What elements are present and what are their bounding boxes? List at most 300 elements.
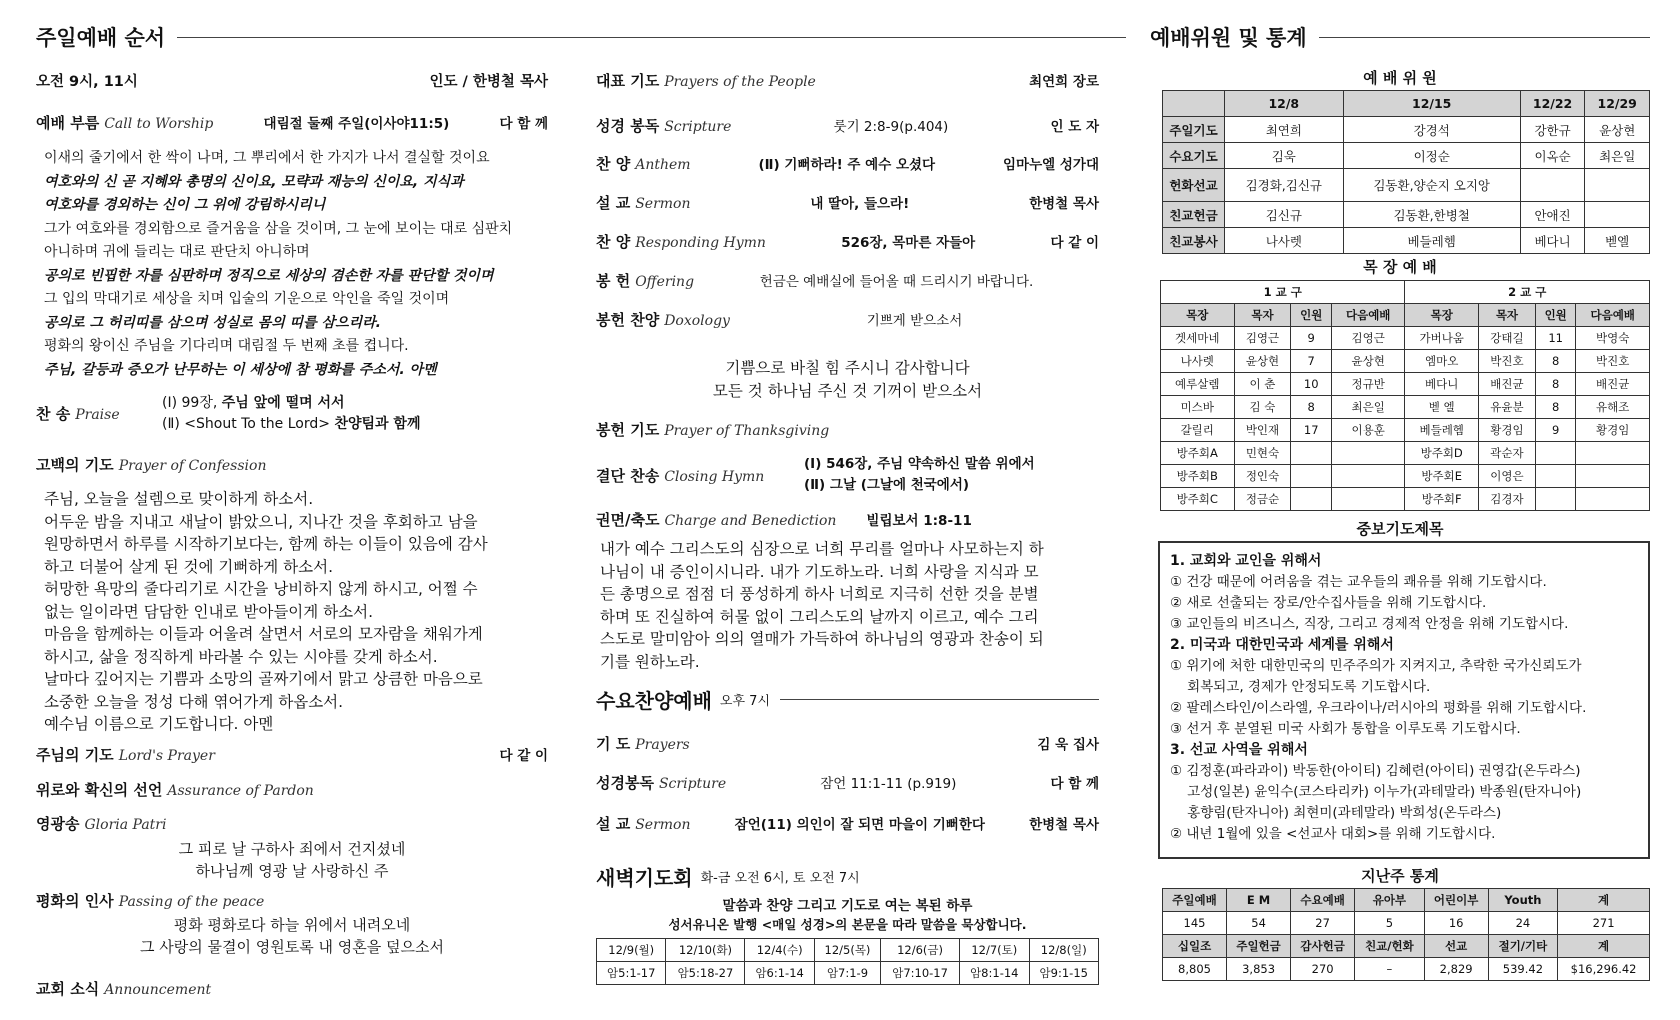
stats-caption: 지난주 통계 [1361,867,1439,885]
cell-value: 배진균 [1478,373,1535,396]
committee-member: 이옥순 [1520,143,1585,169]
wednesday-service-title: 수요찬양예배 오후 7시 [596,685,1099,714]
cell-value: 방주회B [1161,465,1235,488]
stats-header: 절기/기타 [1488,935,1557,958]
stats-value: 539.42 [1488,958,1557,981]
committee-member [1520,169,1585,202]
item-en: Offering [635,274,695,290]
committee-member: 최연희 [1225,117,1344,143]
cell-row [1161,396,1650,419]
stats-value: 2,829 [1424,958,1488,981]
stats-header: 어린이부 [1424,889,1488,912]
cell-value: 윤상현 [1234,350,1291,373]
dawn-header-row [597,939,1099,962]
call-to-worship-row [36,112,548,133]
dawn-date: 12/9(월) [597,939,666,962]
committee-stats-column [1150,0,1650,1020]
service-item-row [596,772,1099,793]
stats-value: 24 [1488,912,1557,935]
cell-value: 10 [1291,373,1331,396]
dawn-reading-table [596,938,1099,985]
committee-member: 윤상현 [1585,117,1650,143]
district-1: 1 교 구 [1161,281,1405,304]
call-who: 다 함 께 [499,116,548,132]
cell-value [1535,442,1575,465]
cell-value [1291,488,1331,511]
thanksgiving-row [596,419,1099,440]
item-en: Prayers of the People [664,74,816,90]
service-item-row [596,153,1099,174]
item-who: 임마누엘 성가대 [1003,157,1099,173]
cell-value: 박진호 [1576,350,1650,373]
confession-line: 하시고, 삶을 정직하게 바라볼 수 있는 시야를 갖게 하소서. [44,647,438,666]
cell-header: 다음예배 [1576,304,1650,327]
call-line: 공의로 빈핍한 자를 심판하며 정직으로 세상의 겸손한 자를 판단할 것이며 [44,267,494,284]
lords-label: 주님의 기도 [36,746,114,764]
cell-value: 8 [1291,396,1331,419]
prayer-item: ② 팔레스타인/이스라엘, 우크라이나/러시아의 평화를 위해 기도합시다. [1170,700,1587,716]
thanks-label: 봉헌 기도 [596,421,660,439]
cell-value: 강태길 [1478,327,1535,350]
confession-row [36,454,548,475]
committee-caption: 예 배 위 원 [1363,69,1437,87]
cell-row [1161,465,1650,488]
service-item-row [596,813,1099,834]
item-label: 봉 헌 [596,272,631,290]
stats-header: Youth [1488,889,1557,912]
stats-header: 감사헌금 [1291,935,1355,958]
committee-member: 벧엘 [1585,228,1650,254]
confession-prayer-text [44,488,548,736]
item-label: 기 도 [596,735,631,753]
committee-member: 안애진 [1520,202,1585,228]
prayer-item: 2. 미국과 대한민국과 세계를 위해서 [1170,637,1394,653]
committee-member: 최은일 [1585,143,1650,169]
cell-value: 미스바 [1161,396,1235,419]
cell-value: 9 [1291,327,1331,350]
dawn-reading: 암5:1-17 [597,962,666,985]
item-en: Prayers [635,737,690,753]
cell-value: 겟세마네 [1161,327,1235,350]
stats-header: 유아부 [1355,889,1424,912]
committee-member [1585,169,1650,202]
gloria-line-2: 하나님께 영광 날 사랑하신 주 [195,862,389,880]
committee-member: 나사렛 [1225,228,1344,254]
item-detail: 룻기 2:8-9(p.404) [833,119,949,135]
cell-value: 정금순 [1234,488,1291,511]
closing-hymn-1: (Ⅰ) 546장, 주님 약속하신 말씀 위에서 [804,456,1035,472]
dawn-reading: 암7:1-9 [814,962,880,985]
gloria-line-1: 그 피로 날 구하사 죄에서 건지셨네 [178,840,406,858]
cell-value: 방주회C [1161,488,1235,511]
cell-value: 김영근 [1331,327,1405,350]
stats-row [1163,889,1650,912]
call-line: 이새의 줄기에서 한 싹이 나며, 그 뿌리에서 한 가지가 나서 결실할 것이요 [44,150,490,166]
call-scripture: 대림절 둘째 주일(이사야11:5) [263,116,450,132]
dawn-reading-row [597,962,1099,985]
cell-value: 이영은 [1478,465,1535,488]
announcement-label: 교회 소식 [36,980,100,998]
stats-value: 16 [1424,912,1488,935]
item-detail: 헌금은 예배실에 들어올 때 드리시기 바랍니다. [759,274,1034,290]
cell-value: 17 [1291,419,1331,442]
committee-member: 김신규 [1225,202,1344,228]
service-item-row [596,192,1099,213]
stats-header: E M [1227,889,1291,912]
confession-line: 날마다 깊어지는 기쁨과 소망의 골짜기에서 맑고 상큼한 마음으로 [44,670,483,688]
committee-member [1585,202,1650,228]
dawn-date: 12/4(수) [745,939,814,962]
call-line: 아니하며 귀에 들리는 대로 판단치 아니하며 [44,244,310,260]
cell-row [1161,327,1650,350]
confession-line: 마음을 함께하는 이들과 어울려 살면서 서로의 모자람을 채워가게 [44,625,483,643]
cell-value: 8 [1535,396,1575,419]
district-row [1161,281,1650,304]
item-detail: (Ⅱ) 기뻐하라! 주 예수 오셨다 [758,157,936,173]
praise-hymn-2: (Ⅱ) <Shout To the Lord> 찬양팀과 함께 [162,416,421,432]
stats-value: 54 [1227,912,1291,935]
lords-prayer-row [36,744,548,765]
cell-value: 김경자 [1478,488,1535,511]
item-label: 찬 양 [596,233,631,251]
peace-line-2: 그 사랑의 물결이 영원토록 내 영혼을 덮으소서 [140,938,444,956]
cell-header: 다음예배 [1331,304,1405,327]
stats-header: 수요예배 [1291,889,1355,912]
announcement-row [36,978,548,999]
prayer-item: ① 김정훈(파라과이) 박동한(아이티) 김혜련(아이티) 권영갑(온두라스) [1170,763,1581,779]
confession-line: 없는 일이라면 담담한 인내로 받아들이게 하소서. [44,602,374,621]
benediction-line: 나님이 내 증인이시니라. 내가 기도하노라. 너희 사랑을 지식과 모 [600,562,1039,581]
cell-header: 목장 [1161,304,1235,327]
cell-value: 황경임 [1478,419,1535,442]
cell-value: 9 [1535,419,1575,442]
committee-row [1163,169,1650,202]
item-en: Sermon [635,817,691,833]
praise-en: Praise [75,407,120,423]
item-who: 인 도 자 [1050,119,1099,135]
committee-role: 주일기도 [1163,117,1225,143]
benediction-line: 기를 원하노라. [600,652,700,671]
prayer-item: ③ 교인들의 비즈니스, 직장, 그리고 경제적 안정을 위해 기도합시다. [1170,616,1569,632]
committee-member: 강경석 [1343,117,1520,143]
cell-value: 11 [1535,327,1575,350]
cell-value [1576,488,1650,511]
item-label: 봉헌 찬양 [596,311,660,329]
stats-header: 친교/헌화 [1355,935,1424,958]
cell-value [1535,465,1575,488]
item-detail: 기쁘게 받으소서 [866,313,963,329]
lords-who: 다 같 이 [499,748,548,764]
committee-date: 12/22 [1520,91,1585,117]
stats-row [1163,958,1650,981]
cell-value: 박영숙 [1576,327,1650,350]
cell-value [1576,442,1650,465]
committee-member: 김동환,한병철 [1343,202,1520,228]
cell-value [1331,442,1405,465]
item-en: Anthem [635,157,691,173]
stats-row [1163,935,1650,958]
worship-order-column-2 [596,0,1099,1020]
call-line: 여호와의 신 곧 지혜와 총명의 신이요, 모략과 재능의 신이요, 지식과 [44,173,464,190]
cell-value: 7 [1291,350,1331,373]
charge-scripture: 빌립보서 1:8-11 [866,513,972,529]
cell-value: 방주회D [1405,442,1479,465]
cell-value: 유윤분 [1478,396,1535,419]
item-who: 다 같 이 [1050,235,1099,251]
item-en: Sermon [635,196,691,212]
prayer-item: ② 내년 1월에 있을 <선교사 대회>를 위해 기도합시다. [1170,826,1496,842]
assurance-en: Assurance of Pardon [167,783,314,799]
committee-date: 12/8 [1225,91,1344,117]
stats-header: 계 [1558,889,1650,912]
stats-value: 27 [1291,912,1355,935]
closing-en: Closing Hymn [664,469,765,485]
cell-value: 배진균 [1576,373,1650,396]
committee-row [1163,228,1650,254]
cell-value: 김 숙 [1234,396,1291,419]
item-who: 다 함 께 [1050,776,1099,792]
committee-member: 김욱 [1225,143,1344,169]
dawn-date: 12/7(토) [960,939,1029,962]
cell-value: 황경임 [1576,419,1650,442]
committee-role: 친교헌금 [1163,202,1225,228]
service-item-row [596,70,1099,91]
dawn-line-2: 성서유니온 발행 <매일 성경>의 본문을 따라 말씀을 묵상합니다. [668,917,1027,932]
service-item-row [596,115,1099,136]
dawn-date: 12/10(화) [666,939,745,962]
stats-value: $16,296.42 [1558,958,1650,981]
charge-row [596,509,1099,530]
gloria-en: Gloria Patri [84,817,167,833]
cell-worship-table [1160,280,1650,511]
committee-header-row [1163,91,1650,117]
item-en: Scripture [664,119,732,135]
service-leader: 인도 / 한병철 목사 [429,74,548,90]
assurance-label: 위로와 확신의 선언 [36,781,163,799]
peace-line-1: 평화 평화로다 하늘 위에서 내려오네 [173,916,411,934]
service-item-row [596,309,1099,330]
committee-member: 김동환,양순지 오지앙 [1343,169,1520,202]
gloria-label: 영광송 [36,815,80,833]
prayer-item: ③ 선거 후 분열된 미국 사회가 통합을 이루도록 기도합시다. [1170,721,1521,737]
cell-value: 방주회F [1405,488,1479,511]
committee-role: 수요기도 [1163,143,1225,169]
cell-value: 정인숙 [1234,465,1291,488]
worship-order-column [36,0,548,1020]
cell-value: 예루살렘 [1161,373,1235,396]
committee-date: 12/15 [1343,91,1520,117]
confession-line: 어두운 밤을 지내고 새날이 밝았으니, 지나간 것을 후회하고 남을 [44,512,478,531]
cell-row [1161,488,1650,511]
cell-row [1161,419,1650,442]
cell-value: 방주회A [1161,442,1235,465]
cell-value [1331,488,1405,511]
item-who: 최연희 장로 [1029,74,1099,90]
cell-value: 갈릴리 [1161,419,1235,442]
dawn-reading: 암9:1-15 [1029,962,1098,985]
item-label: 찬 양 [596,155,631,173]
cell-value: 방주회E [1405,465,1479,488]
praise-label: 찬 송 [36,405,71,423]
item-label: 성경 봉독 [596,117,660,135]
item-label: 성경봉독 [596,774,654,792]
gloria-row [36,813,548,834]
prayer-item: 1. 교회와 교인을 위해서 [1170,553,1322,569]
cell-value: 베다니 [1405,373,1479,396]
announcement-en: Announcement [104,982,212,998]
cell-header: 인원 [1535,304,1575,327]
item-who: 한병철 목사 [1029,817,1099,833]
committee-row [1163,202,1650,228]
stats-value: 145 [1163,912,1227,935]
committee-role: 헌화선교 [1163,169,1225,202]
cell-value: 8 [1535,373,1575,396]
prayer-item: ② 새로 선출되는 장로/안수집사들을 위해 기도합시다. [1170,595,1487,611]
cell-header: 인원 [1291,304,1331,327]
cell-value: 민현숙 [1234,442,1291,465]
cell-header-row [1161,304,1650,327]
dawn-reading: 암5:18-27 [666,962,745,985]
committee-member: 김경화,김신규 [1225,169,1344,202]
item-en: Scripture [658,776,727,792]
committee-member: 베들레헴 [1343,228,1520,254]
peace-row [36,890,548,911]
prayer-item: 회복되고, 경제가 안정되도록 기도합시다. [1170,679,1431,695]
item-who: 한병철 목사 [1029,196,1099,212]
confession-line: 소중한 오늘을 정성 다해 엮어가게 하옵소서. [44,692,344,711]
cell-row [1161,350,1650,373]
peace-label: 평화의 인사 [36,892,114,910]
district-2: 2 교 구 [1405,281,1650,304]
stats-value: 270 [1291,958,1355,981]
confession-en: Prayer of Confession [118,458,267,474]
cell-value [1291,465,1331,488]
call-en: Call to Worship [104,116,214,132]
prayer-item: 3. 선교 사역을 위해서 [1170,742,1308,758]
benediction-line: 하며 또 진실하여 허물 없이 그리스도의 날까지 이르고, 예수 그리 [600,607,1039,626]
confession-line: 예수님 이름으로 기도합니다. 아멘 [44,715,274,733]
confession-line: 주님, 오늘을 설렘으로 맞이하게 하소서. [44,490,314,508]
prayer-item: ① 건강 때문에 어려움을 겪는 교우들의 쾌유를 위해 기도합시다. [1170,574,1547,590]
item-label: 설 교 [596,194,631,212]
call-line: 그가 여호와를 경외함으로 즐거움을 삼을 것이며, 그 눈에 보이는 대로 심판치 [44,220,513,237]
cell-value [1331,465,1405,488]
cell-value: 이용훈 [1331,419,1405,442]
prayer-item: ① 위기에 처한 대한민국의 민주주의가 지켜지고, 추락한 국가신뢰도가 [1170,658,1582,674]
stats-header: 주일헌금 [1227,935,1291,958]
cell-value [1291,442,1331,465]
committee-member: 강한규 [1520,117,1585,143]
dawn-prayer-title: 새벽기도회 화-금 오전 6시, 토 오전 7시 [596,866,860,890]
closing-hymn-2: (Ⅱ) 그날 (그날에 천국에서) [804,477,970,493]
service-item-row [596,231,1099,252]
stats-header: 십일조 [1163,935,1227,958]
charge-en: Charge and Benediction [664,513,837,529]
call-line: 공의로 그 허리띠를 삼으며 성실로 몸의 띠를 삼으리라. [44,314,381,331]
cell-value: 나사렛 [1161,350,1235,373]
benediction-line: 든 총명으로 점점 더 풍성하게 하사 너희로 지극히 선한 것을 분별 [600,585,1039,603]
committee-row [1163,117,1650,143]
doxology-line-1: 기쁨으로 바칠 힘 주시니 감사합니다 [725,359,970,377]
benediction-line: 스도로 말미암아 의의 열매가 가득하여 하나님의 영광과 찬송이 되 [600,630,1044,648]
item-detail: 내 딸아, 들으라! [810,196,910,212]
cell-value: 이 춘 [1234,373,1291,396]
dawn-date: 12/8(일) [1029,939,1098,962]
cell-value: 베들레헴 [1405,419,1479,442]
dawn-reading: 암6:1-14 [745,962,814,985]
cell-value: 윤상현 [1331,350,1405,373]
stats-value: 3,853 [1227,958,1291,981]
prayer-item: 홍향림(탄자니아) 최현미(과테말라) 박희성(온두라스) [1170,805,1502,821]
dawn-reading: 암8:1-14 [960,962,1029,985]
call-line: 주님, 갈등과 증오가 난무하는 이 세상에 참 평화를 주소서. 아멘 [44,361,437,378]
service-item-row [596,733,1099,754]
committee-table [1162,90,1650,254]
cell-value: 박진호 [1478,350,1535,373]
stats-value: 8,805 [1163,958,1227,981]
cell-value [1535,488,1575,511]
stats-value: 5 [1355,912,1424,935]
cell-caption: 목 장 예 배 [1363,258,1437,276]
stats-table [1162,888,1650,981]
cell-header: 목자 [1478,304,1535,327]
cell-value: 정규반 [1331,373,1405,396]
cell-row [1161,373,1650,396]
cell-value: 박인재 [1234,419,1291,442]
committee-row [1163,143,1650,169]
committee-title: 예배위원 및 통계 [1150,22,1650,52]
prayer-requests-box [1158,541,1650,859]
cell-header: 목자 [1234,304,1291,327]
service-item-row [596,270,1099,291]
item-en: Responding Hymn [635,235,766,251]
committee-date: 12/29 [1585,91,1650,117]
committee-corner [1163,91,1225,117]
cell-value: 8 [1535,350,1575,373]
stats-header: 선교 [1424,935,1488,958]
item-label: 대표 기도 [596,72,660,90]
worship-order-title: 주일예배 순서 [36,22,1126,52]
dawn-line-1: 말씀과 찬양 그리고 기도로 여는 복된 하루 [722,898,973,914]
cell-value: 벧 엘 [1405,396,1479,419]
dawn-date: 12/6(금) [881,939,960,962]
cell-value: 가버나움 [1405,327,1479,350]
cell-value: 최은일 [1331,396,1405,419]
lords-en: Lord's Prayer [118,748,215,764]
praise-hymn-1: (Ⅰ) 99장, 주님 앞에 떨며 서서 [162,395,345,411]
doxology-line-2: 모든 것 하나님 주신 것 기꺼이 받으소서 [712,382,983,400]
call-label: 예배 부름 [36,114,100,132]
confession-line: 허망한 욕망의 줄다리기로 시간을 낭비하지 않게 하시고, 어쩔 수 [44,580,478,598]
assurance-row [36,779,548,800]
peace-en: Passing of the peace [118,894,265,910]
cell-value: 김영근 [1234,327,1291,350]
service-time: 오전 9시, 11시 [36,74,138,90]
cell-value: 엠마오 [1405,350,1479,373]
stats-row [1163,912,1650,935]
stats-value: – [1355,958,1424,981]
closing-label: 결단 찬송 [596,467,660,485]
cell-header: 목장 [1405,304,1479,327]
item-en: Doxology [664,313,730,329]
stats-header: 주일예배 [1163,889,1227,912]
dawn-date: 12/5(목) [814,939,880,962]
stats-value: 271 [1558,912,1650,935]
committee-member: 베다니 [1520,228,1585,254]
item-label: 설 교 [596,815,631,833]
committee-member: 이정순 [1343,143,1520,169]
prayer-item: 고성(일본) 윤익수(코스타리카) 이누가(과테말라) 박종원(탄자니아) [1170,784,1582,800]
